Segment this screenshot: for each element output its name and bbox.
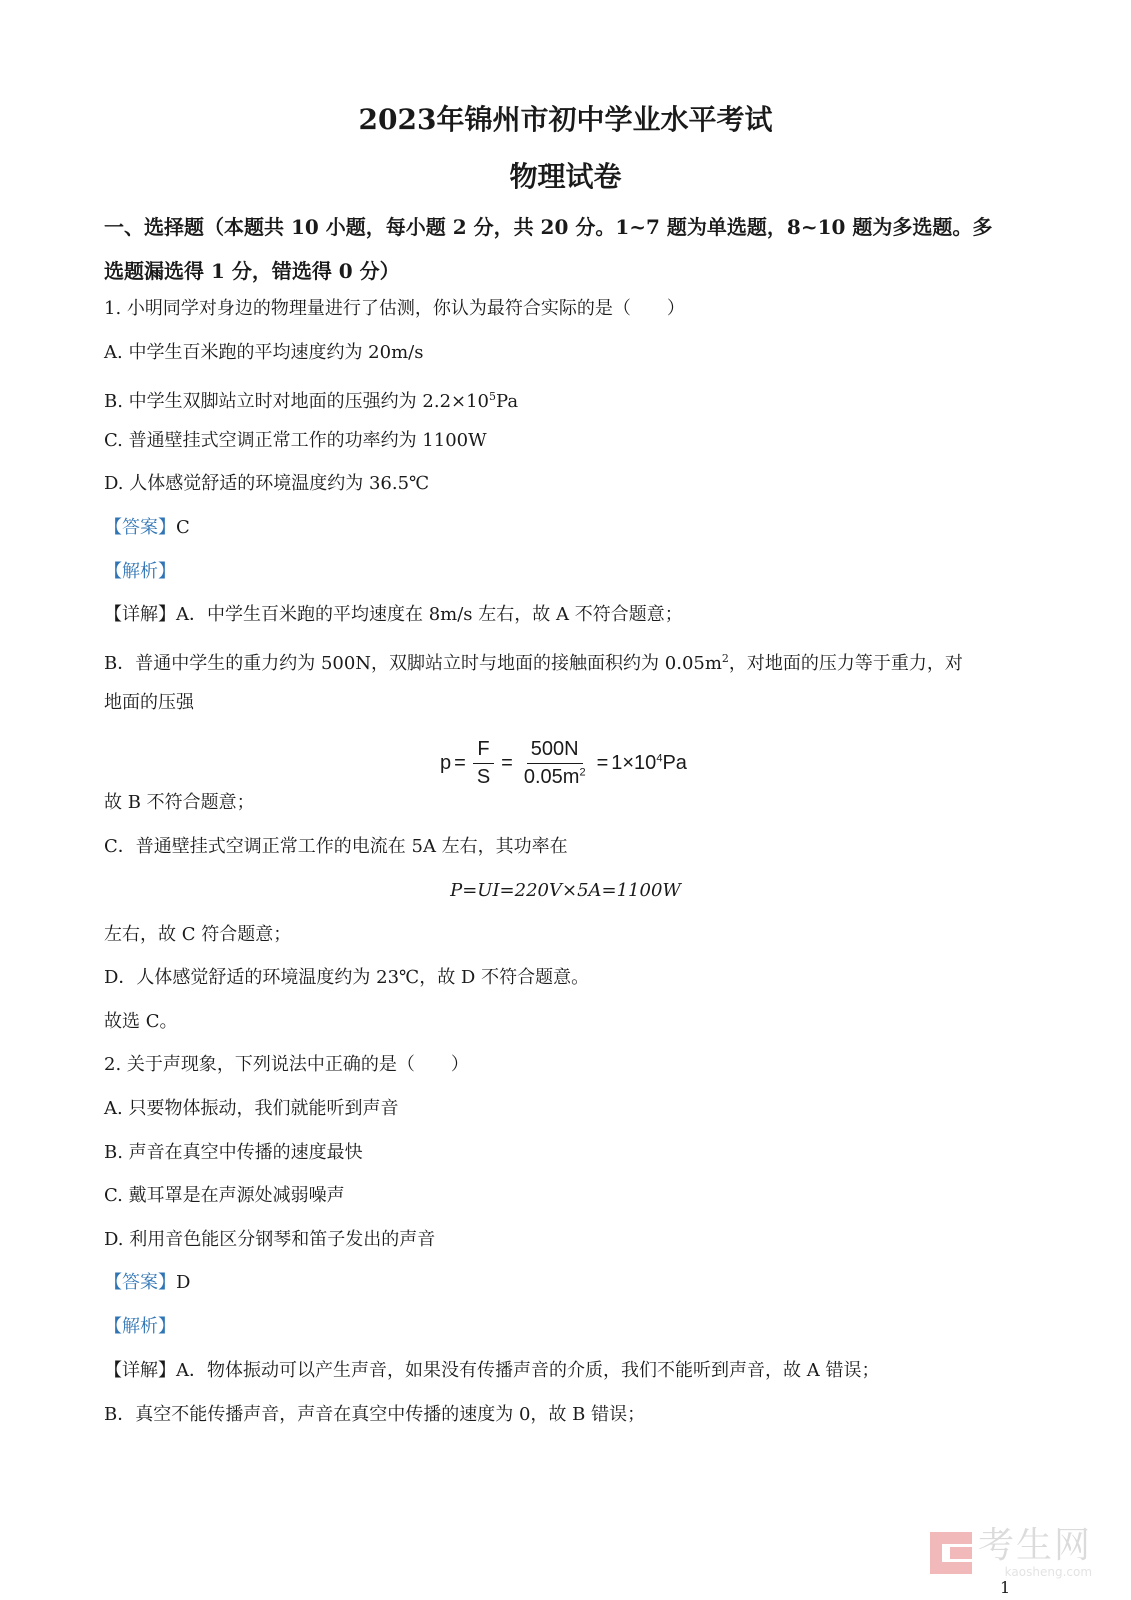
formula-result	[611, 752, 687, 775]
q2-detail-a-text: A．物体振动可以产生声音，如果没有传播声音的介质，我们不能听到声音，故 A 错误；	[176, 1360, 880, 1381]
q1-detail-b	[104, 648, 963, 675]
q2-detail-tag: 【详解】	[104, 1360, 176, 1381]
q1-option-c: C. 普通壁挂式空调正常工作的功率约为 1100W	[104, 430, 487, 451]
result-text: 1×10	[611, 752, 657, 774]
q1-option-b-unit: Pa	[496, 391, 519, 412]
kaosheng-logo	[930, 1527, 1092, 1579]
exam-subtitle: 物理试卷	[509, 160, 622, 193]
formula-p: p	[440, 752, 452, 774]
q1-option-b-text: B. 中学生双脚站立时对地面的压强约为 2.2×10	[104, 391, 490, 412]
q1-option-b-exponent: 5	[489, 390, 497, 403]
fraction-numerator-value: 500N	[527, 738, 583, 764]
q2-answer	[104, 1272, 190, 1294]
q1-answer-value: C	[176, 517, 190, 538]
q1-option-b	[104, 386, 518, 413]
q1-detail-b-line2: 地面的压强	[104, 692, 194, 713]
q2-analysis-tag: 【解析】	[104, 1316, 176, 1337]
q1-detail-a	[104, 604, 683, 626]
q1-detail-b-text: B．普通中学生的重力约为 500N，双脚站立时与地面的接触面积约为 0.05m	[104, 653, 722, 674]
q1-detail-tag: 【详解】	[104, 604, 176, 625]
result-unit: Pa	[662, 752, 687, 774]
fraction-denominator-s: S	[476, 766, 491, 788]
q1-option-d: D. 人体感觉舒适的环境温度约为 36.5℃	[104, 473, 430, 494]
q1-detail-c-end: 左右，故 C 符合题意；	[104, 924, 292, 945]
q2-detail-a	[104, 1360, 879, 1382]
q1-answer-tag: 【答案】	[104, 517, 176, 538]
exam-title: 2023年锦州市初中学业水平考试	[358, 103, 773, 136]
result-exponent: 4	[656, 752, 663, 765]
logo-url: kaosheng.com	[1004, 1565, 1093, 1579]
fraction-values	[520, 738, 590, 789]
fraction-denominator-value	[520, 764, 590, 789]
q1-detail-a-text: A．中学生百米跑的平均速度在 8m/s 左右，故 A 不符合题意；	[176, 604, 683, 625]
q1-conclusion: 故选 C。	[104, 1011, 178, 1032]
q2-option-d: D. 利用音色能区分钢琴和笛子发出的声音	[104, 1229, 436, 1250]
q1-detail-c: C．普通壁挂式空调正常工作的电流在 5A 左右，其功率在	[104, 836, 568, 857]
q2-option-c: C. 戴耳罩是在声源处减弱噪声	[104, 1185, 345, 1206]
q2-option-a: A. 只要物体振动，我们就能听到声音	[104, 1098, 399, 1119]
denominator-exponent: 2	[579, 766, 586, 779]
pressure-formula	[440, 738, 687, 789]
fraction-numerator-f: F	[473, 738, 493, 764]
denominator-text: 0.05m	[523, 766, 580, 788]
q1-detail-b-end: 故 B 不符合题意；	[104, 792, 255, 813]
fraction-f-over-s	[473, 738, 494, 789]
q1-detail-b-exponent: 2	[721, 652, 729, 665]
q1-stem: 1. 小明同学对身边的物理量进行了估测，你认为最符合实际的是（ ）	[104, 298, 685, 319]
formula-equals-3: =	[596, 752, 609, 774]
q2-detail-b: B．真空不能传播声音，声音在真空中传播的速度为 0，故 B 错误；	[104, 1404, 646, 1425]
q2-answer-value: D	[176, 1272, 191, 1293]
q1-analysis-tag: 【解析】	[104, 561, 176, 582]
q1-detail-d: D．人体感觉舒适的环境温度约为 23℃，故 D 不符合题意。	[104, 967, 590, 988]
kaosheng-logo-icon	[930, 1532, 972, 1574]
q1-option-a: A. 中学生百米跑的平均速度约为 20m/s	[104, 342, 424, 363]
q2-option-b: B. 声音在真空中传播的速度最快	[104, 1142, 363, 1163]
q2-stem: 2. 关于声现象，下列说法中正确的是（ ）	[104, 1054, 469, 1075]
section-heading-line1: 一、选择题（本题共 10 小题，每小题 2 分，共 20 分。1~7 题为单选题，8~10 题为多选题。多	[104, 215, 993, 239]
power-formula: P=UI=220V×5A=1100W	[450, 880, 681, 901]
formula-equals-1: =	[454, 752, 466, 774]
q1-detail-b-rest: ，对地面的压力等于重力，对	[728, 653, 963, 674]
logo-text: 考生网	[978, 1525, 1093, 1566]
formula-equals-2: =	[501, 752, 513, 774]
section-heading-line2: 选题漏选得 1 分，错选得 0 分）	[104, 259, 400, 283]
page-number: 1	[1000, 1578, 1011, 1597]
q1-answer	[104, 517, 190, 539]
q2-answer-tag: 【答案】	[104, 1272, 176, 1293]
